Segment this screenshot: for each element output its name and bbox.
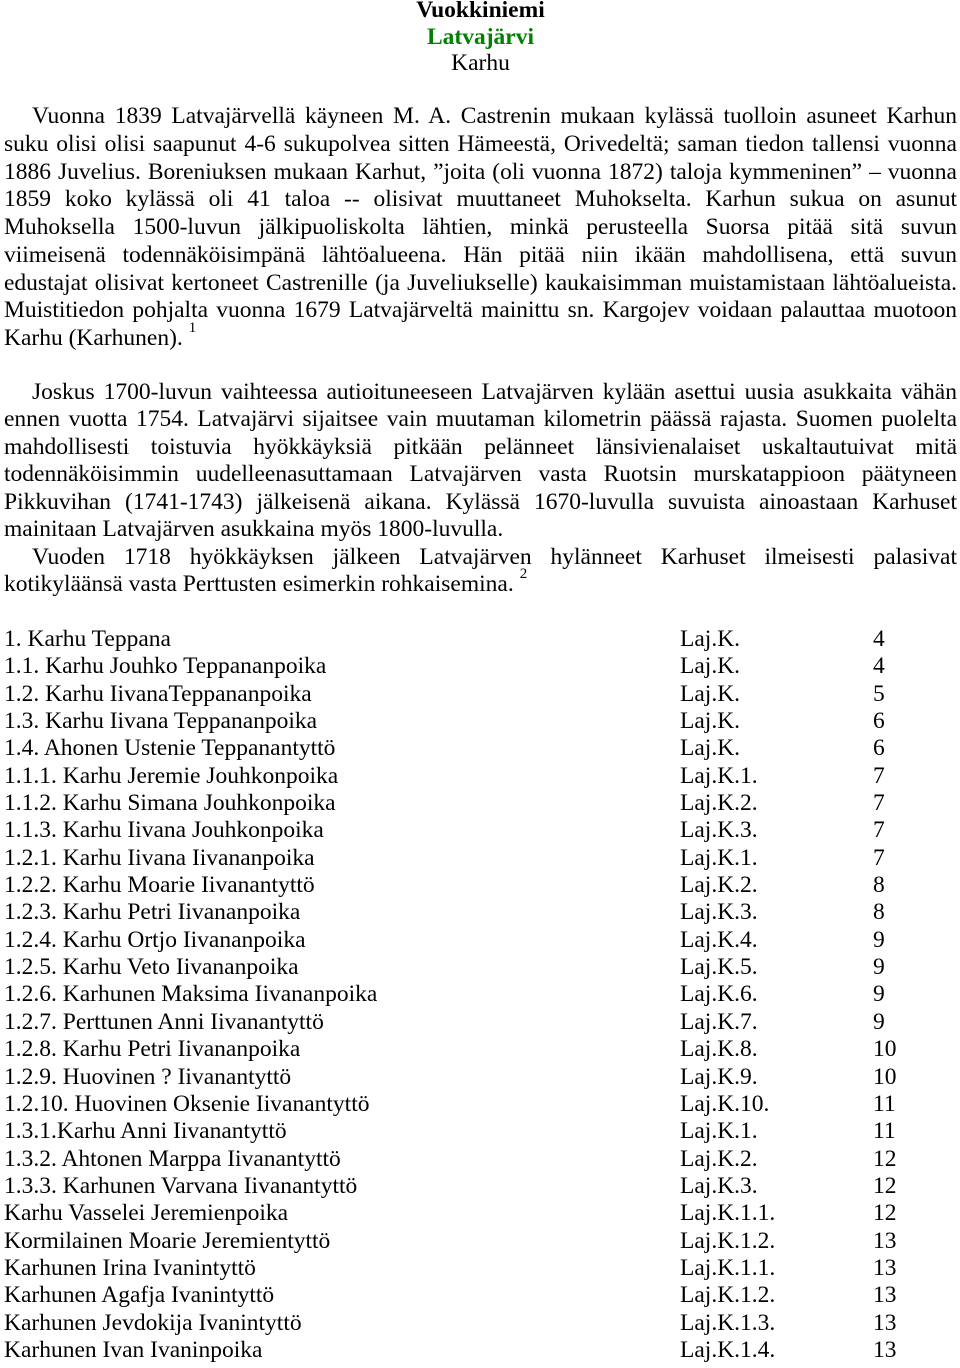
generation-number: 7 [873, 844, 885, 871]
generation-number: 13 [873, 1254, 897, 1281]
person-name: 1.2.1. Karhu Iivana Iivananpoika [4, 844, 315, 871]
reference-code: Laj.K. [680, 653, 741, 680]
generation-number: 7 [873, 817, 885, 844]
genealogy-row [4, 708, 957, 735]
paragraph-line [4, 461, 957, 488]
reference-code: Laj.K.4. [680, 926, 758, 953]
generation-number: 9 [873, 981, 885, 1008]
paragraph-line [4, 159, 957, 187]
paragraph-line [4, 379, 957, 406]
line-text: Joskus 1700-luvun vaihteessa autioituneeseen Latvajärven kylään asettui uusia asukkaita vähän [32, 379, 957, 405]
generation-number: 10 [873, 1036, 897, 1063]
reference-code: Laj.K.5. [680, 954, 758, 981]
paragraph-line [4, 434, 957, 461]
line-text: Muhoksella 1500-luvun jälkipuoliskolta lähtien, minkä perusteella Suorsa pitää sitä suvun [4, 214, 957, 240]
generation-number: 10 [873, 1063, 897, 1090]
person-name: 1.3.2. Ahtonen Marppa Iivanantyttö [4, 1145, 341, 1172]
paragraph-line [4, 566, 957, 598]
reference-code: Laj.K.1. [680, 1118, 758, 1145]
paragraph-line [4, 489, 957, 516]
genealogy-row [4, 1310, 957, 1337]
reference-code: Laj.K.1.4. [680, 1336, 776, 1363]
paragraph-line [4, 297, 957, 325]
genealogy-row [4, 1200, 957, 1227]
person-name: 1.2.4. Karhu Ortjo Iivananpoika [4, 926, 306, 953]
line-text: suku olisi olisi saapunut 4-6 sukupolvea sitten Hämeestä, Orivedeltä; saman tiedon tallensi vuonna [4, 130, 957, 157]
line-text: mainitaan Latvajärven asukkaina myös 1800-luvulla. [4, 516, 504, 543]
paragraph-line [4, 270, 957, 298]
genealogy-row [4, 790, 957, 817]
person-name: 1.4. Ahonen Ustenie Teppanantyttö [4, 735, 336, 762]
line-text: Karhu (Karhunen). [4, 325, 183, 351]
reference-code: Laj.K.3. [680, 817, 758, 844]
generation-number: 5 [873, 680, 885, 707]
generation-number: 8 [873, 899, 885, 926]
line-text: Vuoden 1718 hyökkäyksen jälkeen Latvajärven hylänneet Karhuset ilmeisesti palasivat [32, 543, 957, 570]
genealogy-row [4, 653, 957, 680]
person-name: 1.2.3. Karhu Petri Iivananpoika [4, 899, 301, 926]
reference-code: Laj.K.8. [680, 1036, 758, 1063]
person-name: 1.3.3. Karhunen Varvana Iivanantyttö [4, 1172, 358, 1199]
generation-number: 9 [873, 1008, 885, 1035]
generation-number: 13 [873, 1336, 897, 1363]
municipality-title: Vuokkiniemi [416, 0, 545, 23]
line-text: 1859 koko kylässä oli 41 taloa -- olisivat muuttaneet Muhokselta. Karhun sukua on asunut [4, 186, 957, 213]
reference-code: Laj.K. [680, 735, 741, 762]
document-header [4, 0, 957, 77]
paragraph-line [4, 131, 957, 159]
genealogy-row [4, 735, 957, 762]
line-text: todennäköisimmin uudelleenasuttamaan Latvajärven vasta Ruotsin murskatappioon päätyneen [4, 461, 957, 488]
genealogy-row [4, 681, 957, 708]
genealogy-row [4, 1228, 957, 1255]
genealogy-row [4, 1173, 957, 1200]
generation-number: 13 [873, 1309, 897, 1336]
generation-number: 13 [873, 1227, 897, 1254]
person-name: Karhunen Agafja Ivanintyttö [4, 1282, 275, 1309]
line-text: 1886 Juvelius. Boreniuksen mukaan Karhut, ”joita (oli vuonna 1872) taloja kymmeninen” – vuonna [4, 158, 957, 185]
generation-number: 7 [873, 790, 885, 817]
reference-code: Laj.K.2. [680, 1145, 758, 1172]
person-name: 1.3.1.Karhu Anni Iivanantyttö [4, 1118, 287, 1145]
line-text: mahdollisesti toistuvia hyökkäyksiä pitkään pelänneet länsivienalaiset uskaltautuivat mitä [4, 433, 957, 460]
generation-number: 6 [873, 708, 885, 735]
genealogy-row [4, 817, 957, 844]
paragraph-line [4, 320, 957, 353]
person-name: Karhunen Ivan Ivaninpoika [4, 1336, 263, 1363]
genealogy-row [4, 1036, 957, 1063]
genealogy-row [4, 899, 957, 926]
person-name: 1.2. Karhu IivanaTeppananpoika [4, 680, 312, 707]
generation-number: 11 [873, 1090, 896, 1117]
person-name: Karhunen Jevdokija Ivanintyttö [4, 1309, 302, 1336]
line-text: Muistitiedon pohjalta vuonna 1679 Latvajärveltä mainittu sn. Kargojev voidaan palauttaa muotoon [4, 297, 957, 324]
history-paragraph [4, 379, 957, 544]
person-name: 1.3. Karhu Iivana Teppananpoika [4, 708, 318, 735]
history-paragraph [4, 544, 957, 599]
paragraph-line [4, 214, 957, 242]
generation-number: 8 [873, 872, 885, 899]
reference-code: Laj.K.2. [680, 790, 758, 817]
paragraph-line [4, 186, 957, 214]
reference-code: Laj.K.7. [680, 1008, 758, 1035]
reference-code: Laj.K.3. [680, 1172, 758, 1199]
generation-number: 12 [873, 1200, 897, 1227]
generation-number: 12 [873, 1172, 897, 1199]
reference-code: Laj.K.1. [680, 762, 758, 789]
genealogy-row [4, 1146, 957, 1173]
reference-code: Laj.K.10. [680, 1090, 770, 1117]
generation-number: 7 [873, 762, 885, 789]
village-title: Latvajärvi [426, 23, 535, 50]
genealogy-row [4, 927, 957, 954]
genealogy-row [4, 1064, 957, 1091]
genealogy-row [4, 1118, 957, 1145]
person-name: 1.2.7. Perttunen Anni Iivanantyttö [4, 1008, 324, 1035]
person-name: 1.1.1. Karhu Jeremie Jouhkonpoika [4, 762, 339, 789]
genealogy-list [4, 626, 957, 1364]
paragraph-line [4, 544, 957, 571]
reference-code: Laj.K.3. [680, 899, 758, 926]
line-text: kotikyläänsä vasta Perttusten esimerkin rohkaisemina. [4, 571, 514, 598]
generation-number: 12 [873, 1145, 897, 1172]
person-name: 1.2.10. Huovinen Oksenie Iivanantyttö [4, 1090, 370, 1117]
paragraph-line [4, 516, 957, 543]
genealogy-row [4, 1009, 957, 1036]
person-name: Karhunen Irina Ivanintyttö [4, 1254, 256, 1281]
line-text: Pikkuvihan (1741-1743) jälkeisenä aikana. Kylässä 1670-luvulla suvuista ainoastaan Karhuset [4, 488, 957, 515]
paragraph-line [4, 103, 957, 131]
paragraph-line [4, 406, 957, 433]
reference-code: Laj.K.1.1. [680, 1254, 776, 1281]
paragraph-line [4, 242, 957, 270]
genealogy-row [4, 626, 957, 653]
genealogy-row [4, 1091, 957, 1118]
line-text: edustajat olisivat kertoneet Castrenille (ja Juveliukselle) kaukaisimman muistamistaan lähtöalueista. [4, 269, 957, 296]
genealogy-row [4, 1255, 957, 1282]
line-text: ennen vuotta 1754. Latvajärvi sijaitsee vain muutaman kilometrin päässä rajasta. Suomen puolelta [4, 406, 957, 433]
line-text: Vuonna 1839 Latvajärvellä käyneen M. A. Castrenin mukaan kylässä tuolloin asuneet Karhun [32, 103, 957, 129]
reference-code: Laj.K. [680, 708, 741, 735]
line-text: viimeisenä todennäköisimpänä lähtöalueena. Hän pitää niin ikään mahdollisena, että suvun [4, 241, 957, 268]
reference-code: Laj.K.2. [680, 872, 758, 899]
generation-number: 11 [873, 1118, 896, 1145]
family-title: Karhu [451, 50, 510, 76]
reference-code: Laj.K.1.1. [680, 1200, 776, 1227]
person-name: 1.1.2. Karhu Simana Jouhkonpoika [4, 790, 336, 817]
reference-code: Laj.K.1. [680, 844, 758, 871]
footnote-marker: 2 [519, 566, 528, 583]
reference-code: Laj.K. [680, 680, 741, 707]
person-name: 1.2.2. Karhu Moarie Iivanantyttö [4, 872, 315, 899]
generation-number: 4 [873, 626, 885, 652]
person-name: 1.2.5. Karhu Veto Iivananpoika [4, 954, 299, 981]
footnote-marker: 1 [188, 320, 197, 336]
reference-code: Laj.K.6. [680, 981, 758, 1008]
person-name: Karhu Vasselei Jeremienpoika [4, 1200, 289, 1227]
genealogy-row [4, 981, 957, 1008]
generation-number: 4 [873, 653, 885, 680]
person-name: 1.1. Karhu Jouhko Teppananpoika [4, 653, 327, 680]
person-name: 1.1.3. Karhu Iivana Jouhkonpoika [4, 817, 324, 844]
history-paragraph [4, 103, 957, 353]
reference-code: Laj.K. [680, 626, 741, 652]
person-name: Kormilainen Moarie Jeremientyttö [4, 1227, 331, 1254]
generation-number: 6 [873, 735, 885, 762]
reference-code: Laj.K.1.3. [680, 1309, 776, 1336]
reference-code: Laj.K.9. [680, 1063, 758, 1090]
person-name: 1.2.8. Karhu Petri Iivananpoika [4, 1036, 301, 1063]
generation-number: 13 [873, 1282, 897, 1309]
generation-number: 9 [873, 954, 885, 981]
genealogy-row [4, 845, 957, 872]
person-name: 1.2.6. Karhunen Maksima Iivananpoika [4, 981, 378, 1008]
reference-code: Laj.K.1.2. [680, 1227, 776, 1254]
genealogy-row [4, 872, 957, 899]
person-name: 1. Karhu Teppana [4, 626, 171, 652]
genealogy-row [4, 763, 957, 790]
generation-number: 9 [873, 926, 885, 953]
person-name: 1.2.9. Huovinen ? Iivanantyttö [4, 1063, 292, 1090]
reference-code: Laj.K.1.2. [680, 1282, 776, 1309]
genealogy-row [4, 1337, 957, 1364]
genealogy-row [4, 1282, 957, 1309]
genealogy-row [4, 954, 957, 981]
